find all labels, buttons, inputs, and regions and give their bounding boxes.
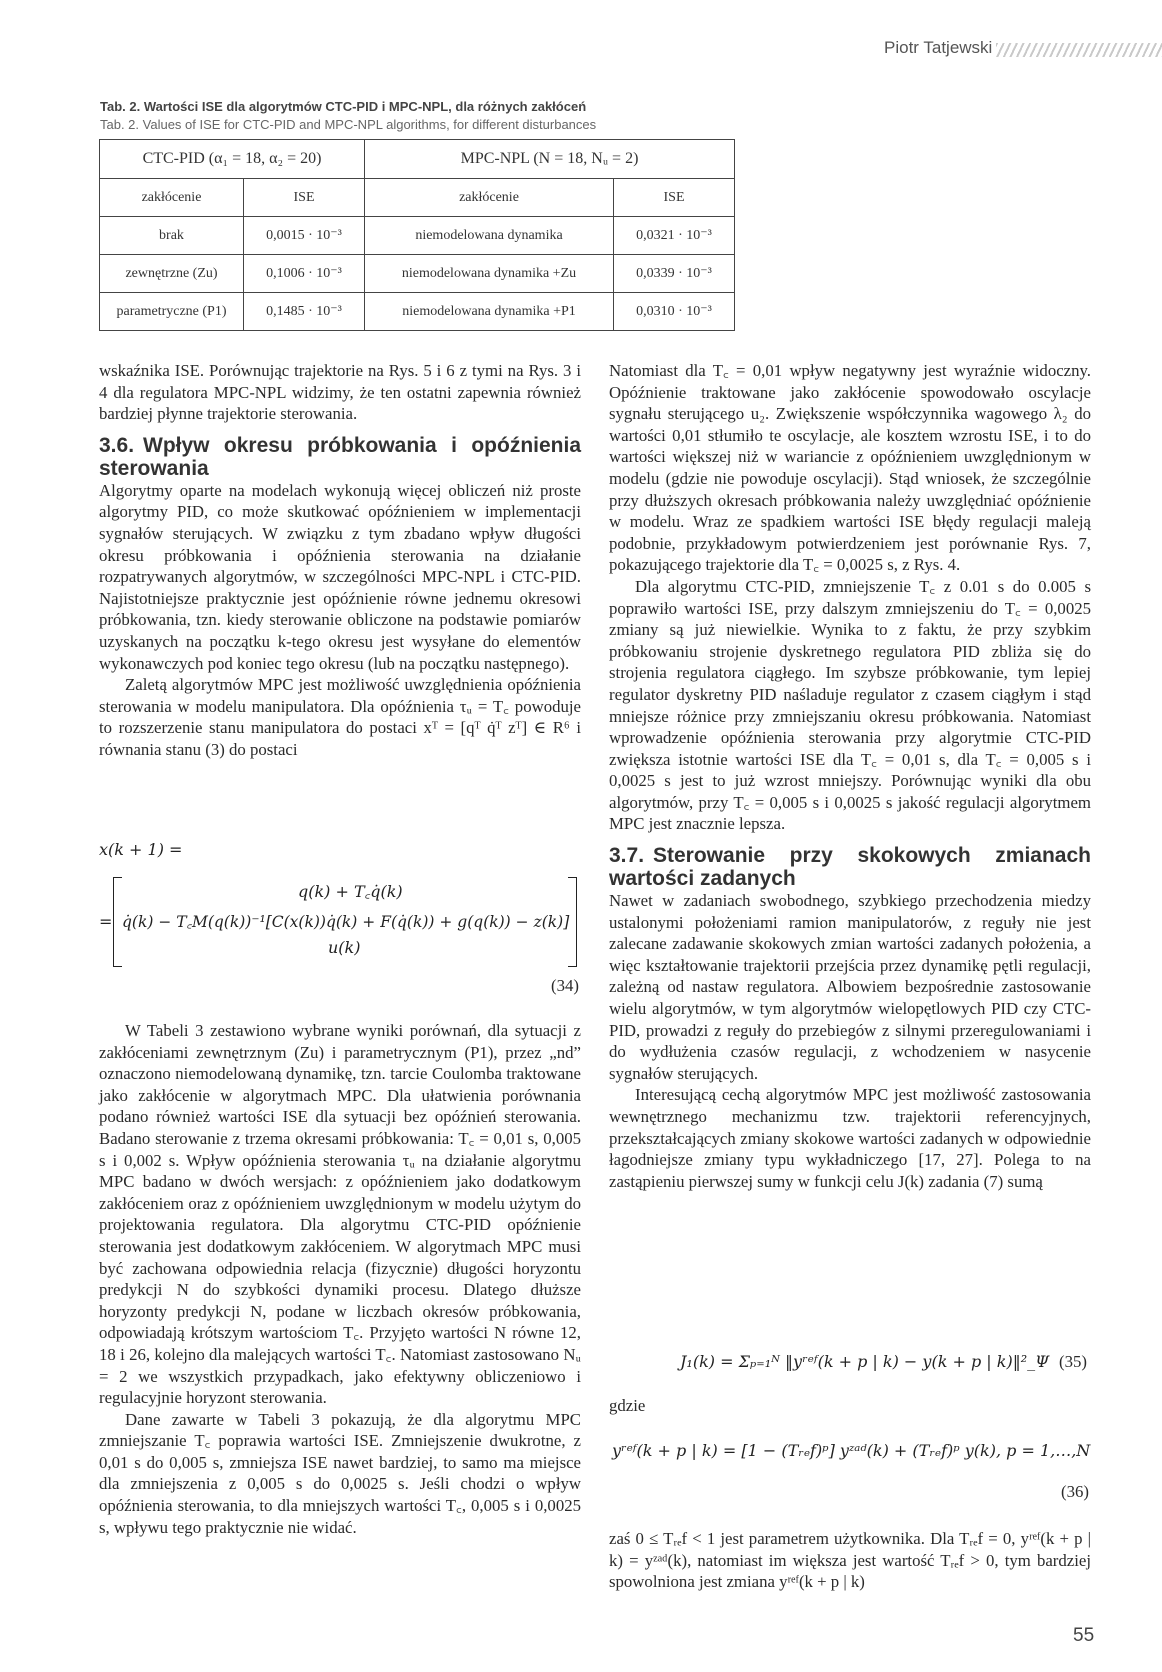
table-cell: niemodelowana dynamika +P1 bbox=[365, 293, 614, 331]
equation-36: yʳᵉᶠ(k + p | k) = [1 − (Tᵣₑf)ᵖ] yᶻᵃᵈ(k) + (Tᵣₑf)ᵖ y(k), p = 1,…,N bbox=[612, 1441, 1091, 1460]
table-cell: zewnętrzne (Zu) bbox=[100, 255, 244, 293]
section-title: Wpływ okresu próbkowania i opóźnienia sterowania bbox=[99, 433, 581, 480]
left-column-bottom bbox=[99, 1020, 581, 1538]
section-number: 3.6. bbox=[99, 433, 135, 457]
ise-table bbox=[99, 139, 735, 331]
running-header bbox=[884, 38, 1162, 62]
paragraph: Nawet w zadaniach swobodnego, szybkiego przechodzenia miedzy ustalonymi położeniami ramion manipulatorów, z reguły nie jest zalecane zadawanie skokowych zmian wartości zadanych położenia, a więc kształtowanie trajektorii przejścia przez dynamikę pętli regulacji, zależną od nastaw regulatora. Albowiem bezpośrednie zastosowanie wielu algorytmów, w tym algorytmów wielopętlowych PID czy CTC-PID, prowadzi z reguły do przebiegów z silnymi przeregulowaniami i do wydłużenia czasów regulacji, z wchodzeniem w nasycenie sygnałów sterujących. bbox=[609, 891, 1091, 1083]
paragraph: wskaźnika ISE. Porównując trajektorie na Rys. 5 i 6 z tymi na Rys. 3 i 4 dla regulatora MPC-NPL widzimy, że ten ostatni zapewnia również bardziej płynne trajektorie sterowania. bbox=[99, 361, 581, 424]
right-column bbox=[609, 360, 1091, 1192]
paragraph: Dane zawarte w Tabeli 3 pokazują, że dla algorytmu MPC zmniejszanie T꜀ poprawia wartości ISE. Zmniejszenie dwukrotne, z 0,01 s do 0,005 s, zmniejsza ISE nawet bardziej, to samo ma miejsce dla zmniejszenia z 0,005 s do 0,0025 s. Jeśli chodzi o wpływ opóźnienia sterowania, to dla mniejszych wartości T꜀, 0,005 s i 0,0025 s, wpływu tego praktycznie nie widać. bbox=[99, 1409, 581, 1537]
table-cell: 0,1006 · 10⁻³ bbox=[244, 255, 365, 293]
left-column-top bbox=[99, 360, 581, 761]
table-cell: 0,0321 · 10⁻³ bbox=[614, 217, 735, 255]
group-header-mpc-npl: MPC-NPL (N = 18, Nᵤ = 2) bbox=[365, 140, 735, 179]
column-header: zakłócenie bbox=[100, 179, 244, 217]
paragraph: zaś 0 ≤ Tᵣₑf < 1 jest parametrem użytkownika. Dla Tᵣₑf = 0, yʳᵉᶠ(k + p | k) = yᶻᵃᵈ(k), natomiast im większa jest wartość Tᵣₑf > 0, tym bardziej spowolniona jest zmiana yʳᵉᶠ(k + p | k) bbox=[609, 1529, 1091, 1592]
section-number: 3.7. bbox=[609, 844, 645, 868]
paragraph: Interesującą cechą algorytmów MPC jest możliwość zastosowania wewnętrznego mechanizmu tzw. trajektorii referencyjnych, przekształcających zmiany skokowe wartości zadanych w odpowiednie łagodniejsze zmiany typu wykładniczego [17, 27]. Polega to na zastąpieniu pierwszej sumy w funkcji celu J(k) zadania (7) sumą bbox=[609, 1085, 1091, 1191]
table-row bbox=[100, 293, 735, 331]
table-cell: niemodelowana dynamika +Zu bbox=[365, 255, 614, 293]
table-cell: brak bbox=[100, 217, 244, 255]
equation-number-35: (35) bbox=[1059, 1352, 1087, 1371]
equation-34-row-2: q̇(k) − T꜀M(q(k))⁻¹[C(x(k))q̇(k) + F(q̇(k)) + g(q(k)) − z(k)] bbox=[122, 913, 570, 931]
equation-34-equals: = bbox=[99, 912, 113, 931]
paragraph: Dla algorytmu CTC-PID, zmniejszenie T꜀ z 0.01 s do 0.005 s poprawiło wartości ISE, przy dalszym zmniejszeniu do T꜀ = 0,0025 zmiany są już niewielkie. Wynika to z faktu, że przy szybkim próbkowaniu strojenie dyskretnego regulatora PID zbliża się do strojenia regulatora ciągłego. Im szybsze próbkowanie, tym lepiej regulator dyskretny PID naśladuje regulator z czasem ciągłym i stąd mniejsze różnice przy zmniejszaniu okresu próbkowania. Natomiast wprowadzenie opóźnienia sterowania przy algorytmie CTC-PID zwiększa istotnie wartości ISE dla T꜀ = 0,01 s, dla T꜀ = 0,005 s i 0,0025 s jest to już wzrost mniejszy. Porównując wyniki dla obu algorytmów, przy T꜀ = 0,005 s i 0,0025 s jakość regulacji algorytmem MPC jest znacznie lepsza. bbox=[609, 576, 1091, 834]
table-row bbox=[100, 255, 735, 293]
equation-number-36: (36) bbox=[1061, 1482, 1089, 1501]
table-row bbox=[100, 217, 735, 255]
page-number: 55 bbox=[1073, 1625, 1095, 1646]
paragraph: Natomiast dla T꜀ = 0,01 wpływ negatywny jest wyraźnie widoczny. Opóźnienie traktowane jako zakłócenie spowodowało oscylacje sygnału sterującego u₂. Zwiększenie współczynnika wagowego λ₂ do wartości 0,01 stłumiło te oscylacje, ale kosztem wzrostu ISE, i to do wartości większej niż w wariancie z opóźnieniem uwzględnionym w modelu (gdzie nie powoduje oscylacji). Stąd wniosek, że szczególnie przy dłuższych okresach próbkowania należy uwzględniać opóźnienie w modelu. Wraz ze spadkiem wartości ISE błędy regulacji maleją podobnie, przykładowym potwierdzeniem jest porównanie Rys. 7, pokazującego trajektorie dla T꜀ = 0,0025 s, z Rys. 4. bbox=[609, 361, 1091, 575]
table-cell: 0,0339 · 10⁻³ bbox=[614, 255, 735, 293]
left-bracket bbox=[113, 877, 122, 967]
paragraph: W Tabeli 3 zestawiono wybrane wyniki porównań, dla sytuacji z zakłóceniami zewnętrznym (Zu) i parametrycznym (P1), przez „nd” oznaczono niemodelowaną dynamikę, tzn. tarcie Coulomba traktowane jako zakłócenie w algorytmach MPC. Dla ułatwienia porównania podano również wartości ISE dla sytuacji bez opóźnień sterowania. Badano sterowanie z trzema okresami próbkowania: T꜀ = 0,01 s, 0,005 s i 0,002 s. Wpływ opóźnienia sterowania τᵤ na działanie algorytmu MPC badano w dwóch wersjach: z opóźnieniem jako dodatkowym zakłóceniem oraz z opóźnieniem uwzględnionym w modelu użytym do projektowania regulatora. Dla algorytmu CTC-PID opóźnienie sterowania jest dodatkowym zakłóceniem. W algorytmach MPC musi być zachowana odpowiednia relacja (fizycznie) długości horyzontu predykcji N do szybkości dynamiki procesu. Dlatego dłuższe horyzonty predykcji N, podane w liczbach okresów próbkowania, odpowiadają krótszym wartościom T꜀. Przyjęto wartości N równe 12, 18 i 26, kolejno dla malejących wartości T꜀. Natomiast zastosowano Nᵤ = 2 we wszystkich przypadkach, jako efektywny obliczeniowo i regulacyjnie horyzont sterowania. bbox=[99, 1021, 581, 1408]
equation-35: J₁(k) = Σₚ₌₁ᴺ ‖yʳᵉᶠ(k + p | k) − y(k + p | k)‖²_Ψ bbox=[680, 1352, 1050, 1371]
gdzie-label: gdzie bbox=[609, 1396, 646, 1415]
table-cell: 0,1485 · 10⁻³ bbox=[244, 293, 365, 331]
paragraph: Algorytmy oparte na modelach wykonują więcej obliczeń niż proste algorytmy PID, co może skutkować opóźnieniem w implementacji sygnałów sterujących. W związku z tym zbadano wpływ długości okresu próbkowania i opóźnienia sterowania na działanie rozpatrywanych algorytmów, w szczególności MPC-NPL i CTC-PID. Najistotniejsze praktycznie jest opóźnienie równe jednemu okresowi próbkowania, tzn. kiedy sterowanie obliczone na podstawie pomiarów uzyskanych na początku k-tego okresu jest wysyłane do elementów wykonawczych pod koniec tego okresu (lub na początku następnego). bbox=[99, 480, 581, 673]
header-hatch-decoration bbox=[996, 43, 1162, 57]
section-heading-3-7 bbox=[609, 844, 1091, 890]
right-bracket bbox=[568, 877, 577, 967]
table-caption-pl: Tab. 2. Wartości ISE dla algorytmów CTC-PID i MPC-NPL, dla różnych zakłóceń bbox=[100, 99, 587, 114]
table-group-header-row bbox=[100, 140, 735, 179]
table-cell: 0,0310 · 10⁻³ bbox=[614, 293, 735, 331]
right-column-end bbox=[609, 1528, 1091, 1593]
equation-34-row-1: q(k) + T꜀q̇(k) bbox=[298, 882, 403, 901]
table-column-header-row bbox=[100, 179, 735, 217]
table-cell: 0,0015 · 10⁻³ bbox=[244, 217, 365, 255]
group-header-ctc-pid: CTC-PID (α₁ = 18, α₂ = 20) bbox=[100, 140, 365, 179]
column-header: ISE bbox=[614, 179, 735, 217]
column-header: ISE bbox=[244, 179, 365, 217]
table-caption-en: Tab. 2. Values of ISE for CTC-PID and MPC-NPL algorithms, for different disturbances bbox=[100, 117, 597, 132]
equation-34-row-3: u(k) bbox=[328, 938, 361, 957]
column-header: zakłócenie bbox=[365, 179, 614, 217]
section-title: Sterowanie przy skokowych zmianach wartości zadanych bbox=[609, 844, 1091, 891]
author-name: Piotr Tatjewski bbox=[884, 38, 993, 57]
section-heading-3-6 bbox=[99, 434, 581, 480]
equation-number-34: (34) bbox=[551, 976, 579, 995]
table-cell: niemodelowana dynamika bbox=[365, 217, 614, 255]
equation-34-lhs: x(k + 1) = bbox=[99, 840, 183, 859]
table-cell: parametryczne (P1) bbox=[100, 293, 244, 331]
paragraph: Zaletą algorytmów MPC jest możliwość uwzględnienia opóźnienia sterowania w modelu manipulatora. Dla opóźnienia τᵤ = T꜀ powoduje to rozszerzenie stanu manipulatora do postaci xᵀ = [qᵀ q̇ᵀ zᵀ] ∈ R⁶ i równania stanu (3) do postaci bbox=[99, 675, 581, 759]
